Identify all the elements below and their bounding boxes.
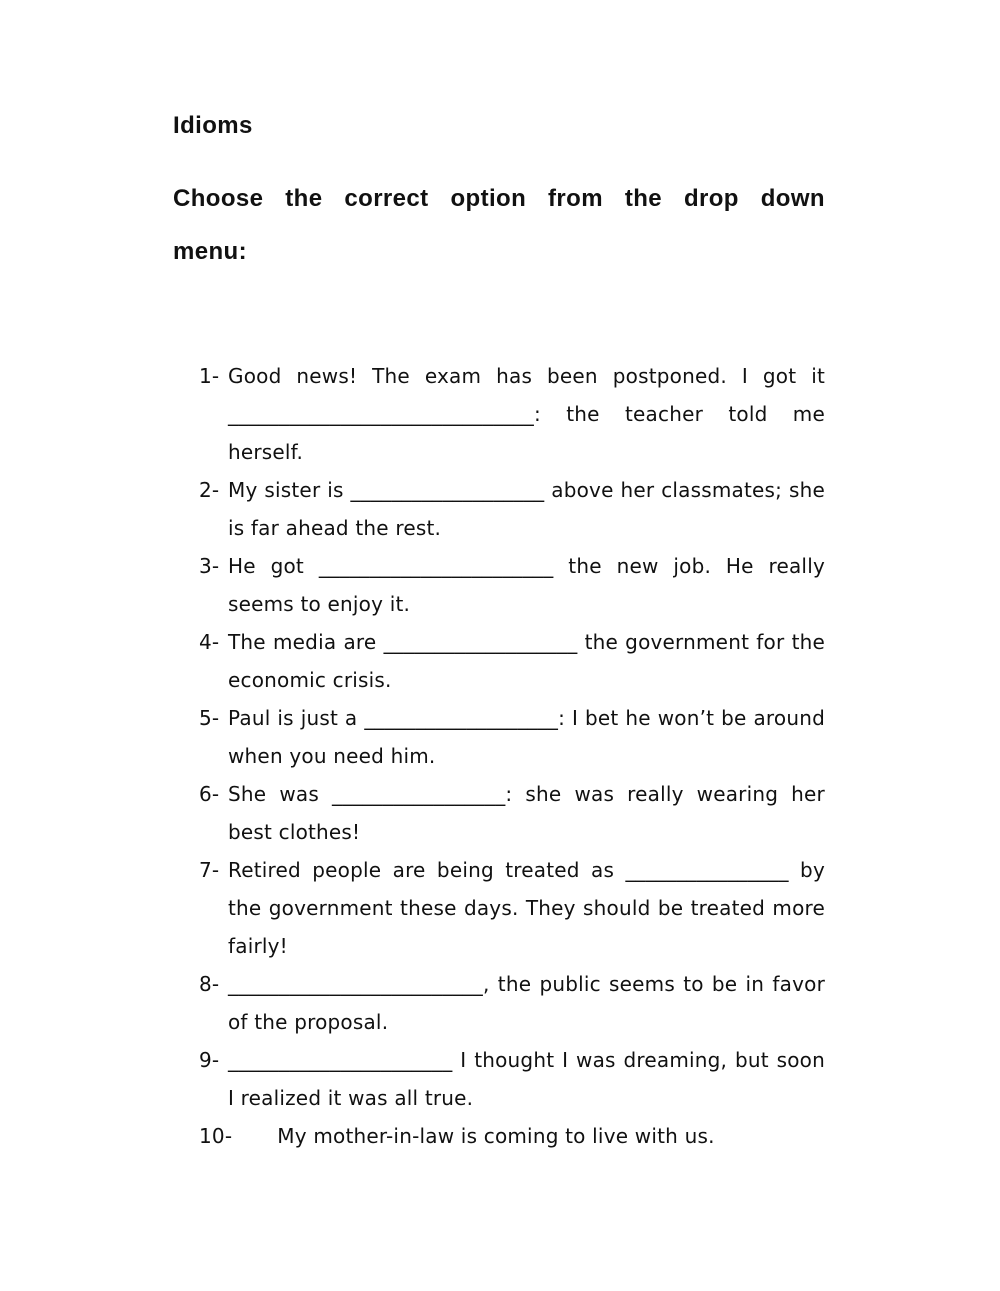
page-title: Idioms: [173, 112, 253, 139]
question-item: [199, 851, 825, 965]
question-number: 7-: [199, 858, 220, 882]
question-text: Good news! The exam has been postponed. I got it ______________________________: the teacher told me herself.: [228, 364, 825, 464]
question-item: [199, 965, 825, 1041]
question-number: 6-: [199, 782, 220, 806]
question-list: [199, 357, 825, 1155]
question-text: Retired people are being treated as ________________ by the government these days. They should be treated more fairly!: [228, 858, 825, 958]
question-text: ______________________ I thought I was dreaming, but soon I realized it was all true.: [228, 1048, 825, 1110]
question-text: My sister is ___________________ above her classmates; she is far ahead the rest.: [228, 478, 825, 540]
question-text: The media are ___________________ the government for the economic crisis.: [228, 630, 825, 692]
instructions: Choose the correct option from the drop down menu:: [173, 185, 825, 265]
question-item: [199, 357, 825, 471]
question-text: He got _______________________ the new job. He really seems to enjoy it.: [228, 554, 825, 616]
question-item: [199, 775, 825, 851]
question-item: [199, 1041, 825, 1117]
question-item: [199, 471, 825, 547]
question-item: [199, 699, 825, 775]
question-number: 5-: [199, 706, 220, 730]
question-item: [199, 547, 825, 623]
question-item: [199, 623, 825, 699]
question-number: 8-: [199, 972, 220, 996]
question-number: 4-: [199, 630, 220, 654]
question-number: 3-: [199, 554, 220, 578]
question-number: 10-: [199, 1124, 233, 1148]
question-text: She was _________________: she was really wearing her best clothes!: [228, 782, 825, 844]
question-text: _________________________, the public seems to be in favor of the proposal.: [228, 972, 825, 1034]
question-text: My mother-in-law is coming to live with us.: [277, 1124, 715, 1148]
question-number: 9-: [199, 1048, 220, 1072]
question-number: 2-: [199, 478, 220, 502]
question-text: Paul is just a ___________________: I bet he won’t be around when you need him.: [228, 706, 825, 768]
question-number: 1-: [199, 364, 220, 388]
question-item: [199, 1117, 825, 1155]
